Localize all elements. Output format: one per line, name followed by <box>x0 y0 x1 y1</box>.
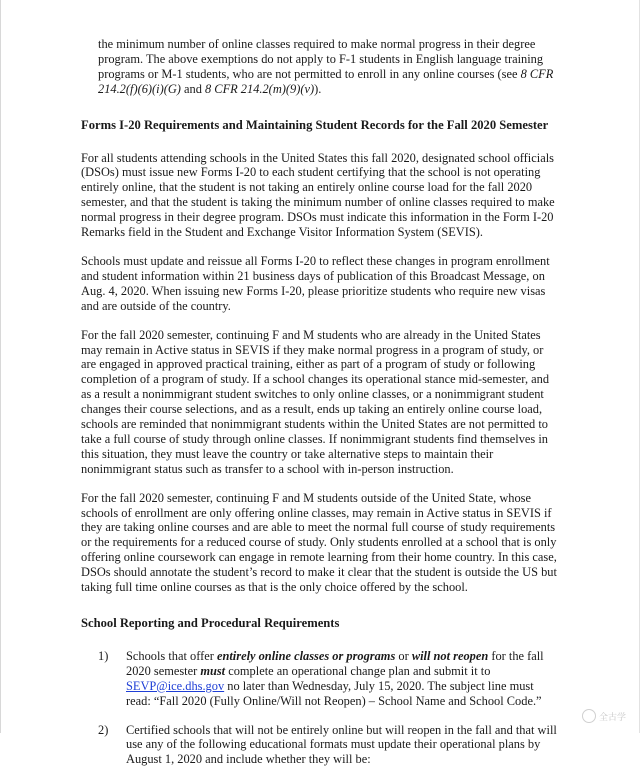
paragraph-reissue-deadline: Schools must update and reissue all Forms I-20 to reflect these changes in program enrollment and student information within 21 business days of publication of this Broadcast Message, on Aug. 4, 2020. When issuing new Forms I-20, please prioritize students who require new visas and are outside of the country. <box>81 253 550 313</box>
list-item-number: 1) <box>98 648 109 663</box>
continuation-paragraph: the minimum number of online classes required to make normal progress in their degree program. The above exemptions do not apply to F-1 students in English language training programs or M-1 students, who are not permitted to enroll in any online courses (see 8 CFR 214.2(f)(6)(i)(G) and 8 CFR 214.2(m)(9)(v)). <box>98 37 554 96</box>
list-item <box>81 723 559 767</box>
citation-1: 8 CFR 214.2(f)(6)(i)(G) <box>98 66 554 96</box>
section-heading-school-reporting: School Reporting and Procedural Requirements <box>81 616 340 630</box>
list-item-text: Schools that offer entirely online classes or programs or will not reopen for the fall 2020 semester must complete an operational change plan and submit it to SEVP@ice.dhs.gov no later than Wednesday, July 15, 2020. The subject line must read: “Fall 2020 (Fully Online/Will not Reopen) – School Name and School Code.” <box>126 648 544 708</box>
sevp-email-link[interactable]: SEVP@ice.dhs.gov <box>126 678 225 693</box>
citation-2: 8 CFR 214.2(m)(9)(v) <box>205 81 315 96</box>
paragraph-students-in-us: For the fall 2020 semester, continuing F and M students who are already in the United States may remain in Active status in SEVIS if they make normal progress in a program of study, or are engaged in approved practical training, either as part of a program of study or following completion of a program of study. If a school changes its operational stance mid-semester, and as a result a nonimmigrant student switches to only online classes, or a nonimmigrant student changes their course selections, and as a result, ends up taking an entirely online course load, schools are reminded that nonimmigrant students within the United States are not permitted to take a full course of study through online classes. If nonimmigrant students find themselves in this situation, they must leave the country or take alternative steps to maintain their nonimmigrant status such as transfer to a school with in-person instruction. <box>81 327 550 476</box>
paragraph-dsos-issue-forms: For all students attending schools in the United States this fall 2020, designated school officials (DSOs) must issue new Forms I-20 to each student certifying that the school is not operating entirely online, that the student is not taking an entirely online course load for the fall 2020 semester, and that the student is taking the minimum number of online classes required to make normal progress in their degree program. DSOs must indicate this information in the Form I-20 Remarks field in the Student and Exchange Visitor Information System (SEVIS). <box>81 150 555 240</box>
watermark-logo-icon <box>582 709 596 723</box>
requirements-list <box>81 649 559 767</box>
watermark: 全古学 <box>582 709 626 723</box>
section-heading-forms-i20: Forms I-20 Requirements and Maintaining Student Records for the Fall 2020 Semester <box>81 117 549 132</box>
list-item-number: 2) <box>98 722 109 737</box>
list-item <box>81 649 559 709</box>
list-item-text: Certified schools that will not be entirely online but will reopen in the fall and that will use any of the following educational formats must update their operational plans by August 1, 2020 and include whether they will be: <box>126 722 557 767</box>
paragraph-students-outside-us: For the fall 2020 semester, continuing F and M students outside of the United State, whose schools of enrollment are only offering online classes, may remain in Active status in SEVIS if they are taking online courses and are able to meet the normal full course of study requirements or the requirements for a reduced course of study. Only students enrolled at a school that is only offering online coursework can engage in remote learning from their home country. In this case, DSOs should annotate the student’s record to make it clear that the student is outside the US but taking full time online courses as that is the only choice offered by the school. <box>81 490 557 595</box>
